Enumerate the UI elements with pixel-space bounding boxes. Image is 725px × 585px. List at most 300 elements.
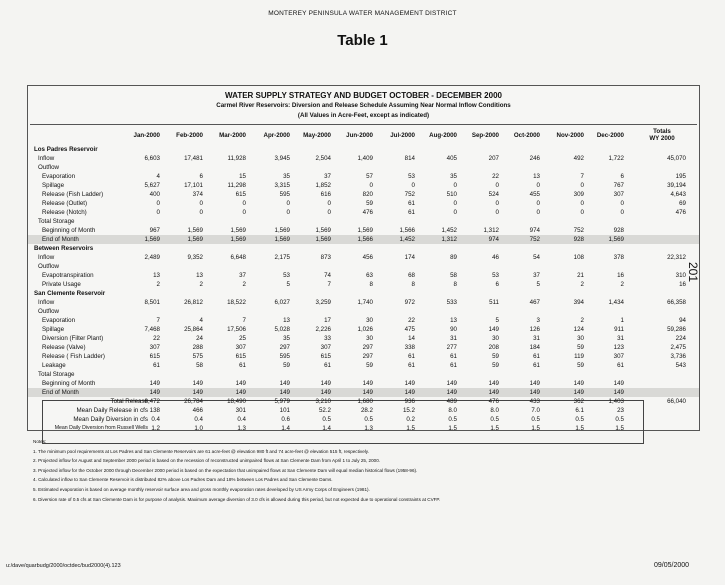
cell-value: 433 <box>529 398 540 405</box>
cell-value: 149 <box>279 389 290 396</box>
column-header: Jul-2000 <box>390 132 415 139</box>
row-label: Outflow <box>38 164 59 171</box>
cell-value: 149 <box>149 380 160 387</box>
cell-value: 1,569 <box>230 236 246 243</box>
cell-value: 1.0 <box>194 425 203 432</box>
cell-value: 3,259 <box>315 299 331 306</box>
column-header: Feb-2000 <box>176 132 203 139</box>
organization-header: MONTEREY PENINSULA WATER MANAGEMENT DISTRICT <box>268 10 457 17</box>
cell-value: 16 <box>617 272 624 279</box>
cell-value: 108 <box>573 254 584 261</box>
row-label: Evapotranspiration <box>42 272 94 279</box>
cell-value: 2 <box>199 281 203 288</box>
cell-value: 22 <box>153 335 160 342</box>
cell-value: 1.2 <box>151 425 160 432</box>
total-value: 195 <box>675 173 686 180</box>
cell-value: 752 <box>529 236 540 243</box>
cell-value: 8.0 <box>448 407 457 414</box>
cell-value: 8,501 <box>144 299 160 306</box>
cell-value: 184 <box>529 344 540 351</box>
cell-value: 967 <box>149 227 160 234</box>
cell-value: 928 <box>613 227 624 234</box>
cell-value: 5,979 <box>274 398 290 405</box>
cell-value: 7 <box>156 317 160 324</box>
cell-value: 5 <box>536 281 540 288</box>
cell-value: 476 <box>488 398 499 405</box>
cell-value: 0.6 <box>281 416 290 423</box>
table-row <box>28 343 699 352</box>
note-item: 4. Calculated inflow to San Clemente Reservoir is distributed 82% above Los Padres Dam and 18% between Los Padres and San Clemente Dams. <box>33 477 333 483</box>
cell-value: 309 <box>573 191 584 198</box>
cell-value: 18,490 <box>227 398 246 405</box>
table-row <box>28 253 699 262</box>
cell-value: 149 <box>235 380 246 387</box>
cell-value: 8 <box>369 281 373 288</box>
row-label: Release (Valve) <box>42 344 86 351</box>
cell-value: 17,481 <box>184 155 203 162</box>
cell-value: 58 <box>196 362 203 369</box>
cell-value: 14 <box>408 335 415 342</box>
table-row <box>28 388 699 397</box>
row-label: Spillage <box>42 326 65 333</box>
cell-value: 2 <box>620 281 624 288</box>
cell-value: 149 <box>573 380 584 387</box>
table-row <box>28 190 699 199</box>
cell-value: 5 <box>286 281 290 288</box>
row-label: Beginning of Month <box>42 380 96 387</box>
cell-value: 0 <box>199 200 203 207</box>
cell-value: 149 <box>613 380 624 387</box>
cell-value: 615 <box>235 353 246 360</box>
cell-value: 307 <box>613 191 624 198</box>
cell-value: 24 <box>196 335 203 342</box>
note-item: 6. Diversion rate of 0.5 cfs at San Clemente Dam is for purpose of analysis. Maximum average diversion of 3.0 cfs is allowed during this period, but not expected due to operational constraints at CVFP. <box>33 496 441 502</box>
row-label: Release ( Fish Ladder) <box>42 353 105 360</box>
cell-value: 59 <box>283 362 290 369</box>
cell-value: 0.5 <box>531 416 540 423</box>
cell-value: 5 <box>495 317 499 324</box>
cell-value: 61 <box>450 362 457 369</box>
cell-value: 0 <box>242 200 246 207</box>
row-label: Release (Fish Ladder) <box>42 191 104 198</box>
cell-value: 149 <box>279 380 290 387</box>
cell-value: 149 <box>149 389 160 396</box>
cell-value: 455 <box>529 191 540 198</box>
cell-value: 297 <box>279 344 290 351</box>
cell-value: 301 <box>235 407 246 414</box>
cell-value: 1.5 <box>531 425 540 432</box>
table-row <box>28 181 699 190</box>
cell-value: 119 <box>574 353 584 360</box>
cell-value: 13 <box>533 173 540 180</box>
cell-value: 615 <box>235 191 246 198</box>
cell-value: 6 <box>199 173 203 180</box>
cell-value: 575 <box>192 353 203 360</box>
summary-row <box>28 415 699 424</box>
total-value: 94 <box>679 317 686 324</box>
cell-value: 0 <box>286 209 290 216</box>
cell-value: 2,504 <box>315 155 331 162</box>
cell-value: 2,226 <box>315 326 331 333</box>
row-label: Diversion (Filter Plant) <box>42 335 104 342</box>
cell-value: 2 <box>580 281 584 288</box>
row-label: Outflow <box>38 308 59 315</box>
cell-value: 11,928 <box>227 155 246 162</box>
cell-value: 149 <box>446 389 457 396</box>
cell-value: 37 <box>239 272 246 279</box>
cell-value: 149 <box>488 389 499 396</box>
row-label: San Clemente Reservoir <box>34 290 106 297</box>
cell-value: 61 <box>617 362 624 369</box>
total-value: 310 <box>675 272 686 279</box>
cell-value: 1,409 <box>357 155 373 162</box>
cell-value: 149 <box>613 389 624 396</box>
total-value: 45,070 <box>667 155 686 162</box>
cell-value: 22 <box>408 317 415 324</box>
cell-value: 0 <box>156 200 160 207</box>
cell-value: 46 <box>492 254 499 261</box>
cell-value: 1.5 <box>615 425 624 432</box>
note-item: 2. Projected inflow for August and September 2000 period is based on the recession of reconstructed unimpaired flows at San Clemente Dam from April 1 to July 25, 2000. <box>33 458 381 464</box>
cell-value: 378 <box>613 254 624 261</box>
cell-value: 338 <box>404 344 415 351</box>
cell-value: 59 <box>366 362 373 369</box>
cell-value: 59 <box>577 344 584 351</box>
total-value: 66,358 <box>667 299 686 306</box>
cell-value: 476 <box>362 209 373 216</box>
row-label: Release (Notch) <box>42 209 87 216</box>
cell-value: 30 <box>492 335 499 342</box>
cell-value: 53 <box>408 173 415 180</box>
cell-value: 8,472 <box>144 398 160 405</box>
cell-value: 54 <box>533 254 540 261</box>
cell-value: 13 <box>153 272 160 279</box>
cell-value: 149 <box>235 389 246 396</box>
note-item: 1. The minimum pool requirements at Los Padres and San Clemente Reservoirs are 61 acre-feet @ elevation 980 ft and 74 acre-feet @ elevation 515 ft, respectively. <box>33 448 369 454</box>
cell-value: 63 <box>366 272 373 279</box>
column-header: Oct-2000 <box>513 132 540 139</box>
cell-value: 246 <box>529 155 540 162</box>
cell-value: 974 <box>488 236 499 243</box>
table-row <box>28 217 699 226</box>
cell-value: 616 <box>320 191 331 198</box>
cell-value: 467 <box>529 299 540 306</box>
total-value: 543 <box>675 362 686 369</box>
row-label: Mean Daily Diversion from Russell Wells <box>54 425 148 431</box>
cell-value: 466 <box>192 407 203 414</box>
cell-value: 1,569 <box>187 236 203 243</box>
row-label: Inflow <box>38 155 55 162</box>
cell-value: 3,210 <box>315 398 331 405</box>
cell-value: 149 <box>192 389 203 396</box>
cell-value: 0 <box>327 200 331 207</box>
box-title: WATER SUPPLY STRATEGY AND BUDGET OCTOBER - DECEMBER 2000 <box>225 91 502 100</box>
cell-value: 7 <box>327 281 331 288</box>
notes-heading: Notes: <box>33 439 47 444</box>
cell-value: 1,569 <box>608 236 624 243</box>
cell-value: 25 <box>239 335 246 342</box>
cell-value: 475 <box>404 326 415 333</box>
cell-value: 820 <box>362 191 373 198</box>
total-value: 69 <box>679 200 686 207</box>
cell-value: 0 <box>495 200 499 207</box>
cell-value: 1.5 <box>575 425 584 432</box>
cell-value: 30 <box>366 317 373 324</box>
cell-value: 1,569 <box>274 227 290 234</box>
cell-value: 61 <box>533 362 540 369</box>
row-label: End of Month <box>42 389 79 396</box>
cell-value: 149 <box>404 380 415 387</box>
cell-value: 0 <box>536 182 540 189</box>
total-value: 224 <box>675 335 686 342</box>
cell-value: 0 <box>327 209 331 216</box>
table-title: Table 1 <box>337 32 388 49</box>
cell-value: 1.5 <box>448 425 457 432</box>
cell-value: 149 <box>488 380 499 387</box>
cell-value: 533 <box>446 299 457 306</box>
column-header: Mar-2000 <box>219 132 246 139</box>
cell-value: 1,434 <box>608 299 624 306</box>
cell-value: 174 <box>404 254 415 261</box>
cell-value: 61 <box>153 362 160 369</box>
cell-value: 26,784 <box>184 398 203 405</box>
cell-value: 30 <box>366 335 373 342</box>
row-label: Private Usage <box>42 281 81 288</box>
table-row <box>28 262 699 271</box>
cell-value: 1,569 <box>230 227 246 234</box>
table-row <box>28 280 699 289</box>
cell-value: 0 <box>580 200 584 207</box>
cell-value: 58 <box>450 272 457 279</box>
cell-value: 18,522 <box>227 299 246 306</box>
cell-value: 149 <box>362 389 373 396</box>
cell-value: 208 <box>488 344 499 351</box>
cell-value: 974 <box>529 227 540 234</box>
cell-value: 489 <box>446 398 457 405</box>
cell-value: 615 <box>320 353 331 360</box>
cell-value: 1,569 <box>357 227 373 234</box>
cell-value: 1,569 <box>315 227 331 234</box>
cell-value: 0 <box>199 209 203 216</box>
cell-value: 5,028 <box>274 326 290 333</box>
table-row <box>28 172 699 181</box>
cell-value: 8.0 <box>490 407 499 414</box>
cell-value: 149 <box>404 389 415 396</box>
cell-value: 8 <box>453 281 457 288</box>
cell-value: 0 <box>580 182 584 189</box>
total-value: 4,643 <box>670 191 686 198</box>
cell-value: 1,566 <box>399 227 415 234</box>
cell-value: 1.4 <box>322 425 331 432</box>
cell-value: 25,864 <box>184 326 203 333</box>
table-row <box>28 316 699 325</box>
cell-value: 126 <box>529 326 540 333</box>
cell-value: 59 <box>492 362 499 369</box>
cell-value: 35 <box>283 173 290 180</box>
cell-value: 0 <box>620 200 624 207</box>
summary-row <box>28 397 699 406</box>
cell-value: 6 <box>620 173 624 180</box>
cell-value: 138 <box>149 407 160 414</box>
cell-value: 1.3 <box>364 425 373 432</box>
cell-value: 4 <box>199 317 203 324</box>
cell-value: 207 <box>488 155 499 162</box>
row-label: Beginning of Month <box>42 227 96 234</box>
total-value: 16 <box>679 281 686 288</box>
cell-value: 57 <box>366 173 373 180</box>
cell-value: 0 <box>536 209 540 216</box>
row-label: Los Padres Reservoir <box>34 146 98 153</box>
total-value: 39,194 <box>667 182 686 189</box>
table-row <box>28 325 699 334</box>
cell-value: 394 <box>573 299 584 306</box>
cell-value: 492 <box>573 155 584 162</box>
cell-value: 149 <box>192 380 203 387</box>
total-header <box>638 128 686 142</box>
cell-value: 9,352 <box>187 254 203 261</box>
table-row <box>28 235 699 244</box>
cell-value: 595 <box>279 191 290 198</box>
cell-value: 37 <box>533 272 540 279</box>
total-header-line: Totals <box>653 128 671 135</box>
cell-value: 2 <box>156 281 160 288</box>
cell-value: 53 <box>492 272 499 279</box>
cell-value: 7.0 <box>531 407 540 414</box>
cell-value: 873 <box>320 254 331 261</box>
cell-value: 1,026 <box>357 326 373 333</box>
notes <box>33 437 693 504</box>
cell-value: 0 <box>453 182 457 189</box>
cell-value: 35 <box>283 335 290 342</box>
cell-value: 22 <box>492 173 499 180</box>
cell-value: 61 <box>324 362 331 369</box>
cell-value: 0.5 <box>575 416 584 423</box>
cell-value: 297 <box>362 344 373 351</box>
table-row <box>28 226 699 235</box>
total-value: 476 <box>675 209 686 216</box>
column-header: Jan-2000 <box>133 132 160 139</box>
cell-value: 149 <box>529 389 540 396</box>
cell-value: 767 <box>613 182 624 189</box>
cell-value: 972 <box>404 299 415 306</box>
cell-value: 52.2 <box>318 407 331 414</box>
cell-value: 6,648 <box>230 254 246 261</box>
cell-value: 28.2 <box>360 407 373 414</box>
cell-value: 277 <box>446 344 457 351</box>
cell-value: 362 <box>573 398 584 405</box>
table-row <box>28 379 699 388</box>
cell-value: 0.5 <box>448 416 457 423</box>
note-item: 5. Estimated evaporation is based on average monthly reservoir surface area and gross monthly evaporation rates developed by US Army Corps of Engineers (1981). <box>33 486 370 492</box>
row-label: End of Month <box>42 236 79 243</box>
table-row <box>28 352 699 361</box>
total-value: 59,286 <box>667 326 686 333</box>
cell-value: 90 <box>450 326 457 333</box>
row-label: Inflow <box>38 299 55 306</box>
cell-value: 0 <box>156 209 160 216</box>
cell-value: 0 <box>411 182 415 189</box>
table-row <box>28 361 699 370</box>
row-label: Mean Daily Diversion in cfs <box>73 416 148 423</box>
table-row <box>28 289 699 298</box>
cell-value: 1.3 <box>237 425 246 432</box>
cell-value: 0 <box>286 200 290 207</box>
cell-value: 2,175 <box>274 254 290 261</box>
cell-value: 1 <box>620 317 624 324</box>
cell-value: 15 <box>239 173 246 180</box>
cell-value: 30 <box>577 335 584 342</box>
cell-value: 59 <box>366 200 373 207</box>
cell-value: 11,298 <box>227 182 246 189</box>
total-value: 22,312 <box>667 254 686 261</box>
cell-value: 2 <box>580 317 584 324</box>
cell-value: 0 <box>536 200 540 207</box>
cell-value: 61 <box>408 353 415 360</box>
cell-value: 0 <box>453 200 457 207</box>
cell-value: 149 <box>488 326 499 333</box>
cell-value: 1,722 <box>608 155 624 162</box>
row-label: Between Reservoirs <box>34 245 94 252</box>
cell-value: 524 <box>488 191 499 198</box>
cell-value: 53 <box>283 272 290 279</box>
cell-value: 0.4 <box>194 416 203 423</box>
cell-value: 0 <box>495 182 499 189</box>
cell-value: 1,569 <box>315 236 331 243</box>
column-header: Aug-2000 <box>429 132 457 139</box>
cell-value: 59 <box>577 362 584 369</box>
cell-value: 123 <box>613 344 624 351</box>
table-row <box>28 145 699 154</box>
cell-value: 1,852 <box>315 182 331 189</box>
cell-value: 61 <box>239 362 246 369</box>
cell-value: 0.4 <box>237 416 246 423</box>
cell-value: 1.5 <box>490 425 499 432</box>
cell-value: 374 <box>192 191 203 198</box>
cell-value: 61 <box>450 353 457 360</box>
table-row <box>28 244 699 253</box>
cell-value: 752 <box>404 191 415 198</box>
column-header: Apr-2000 <box>263 132 290 139</box>
cell-value: 101 <box>279 407 290 414</box>
cell-value: 456 <box>362 254 373 261</box>
cell-value: 124 <box>573 326 584 333</box>
row-label: Spillage <box>42 182 65 189</box>
cell-value: 149 <box>320 380 331 387</box>
cell-value: 0 <box>369 182 373 189</box>
cell-value: 1,452 <box>399 236 415 243</box>
cell-value: 26,812 <box>184 299 203 306</box>
table-row <box>28 334 699 343</box>
cell-value: 61 <box>533 353 540 360</box>
column-header: May-2000 <box>303 132 331 139</box>
cell-value: 0.2 <box>406 416 415 423</box>
cell-value: 15.2 <box>402 407 415 414</box>
cell-value: 2 <box>242 281 246 288</box>
note-item: 3. Projected inflow for the October 2000 through December 2000 period is based on the expectation that unimpaired flows at San Clemente Dam will equal median historical flows (1958-96). <box>33 467 418 473</box>
row-label: Total Storage <box>38 371 75 378</box>
cell-value: 1,403 <box>608 398 624 405</box>
cell-value: 615 <box>149 353 160 360</box>
cell-value: 6,603 <box>144 155 160 162</box>
divider <box>30 124 697 125</box>
cell-value: 149 <box>446 380 457 387</box>
cell-value: 510 <box>446 191 457 198</box>
cell-value: 31 <box>450 335 457 342</box>
cell-value: 1,566 <box>357 236 373 243</box>
header-row <box>28 128 699 142</box>
column-header: Dec-2000 <box>596 132 624 139</box>
cell-value: 1,740 <box>357 299 373 306</box>
